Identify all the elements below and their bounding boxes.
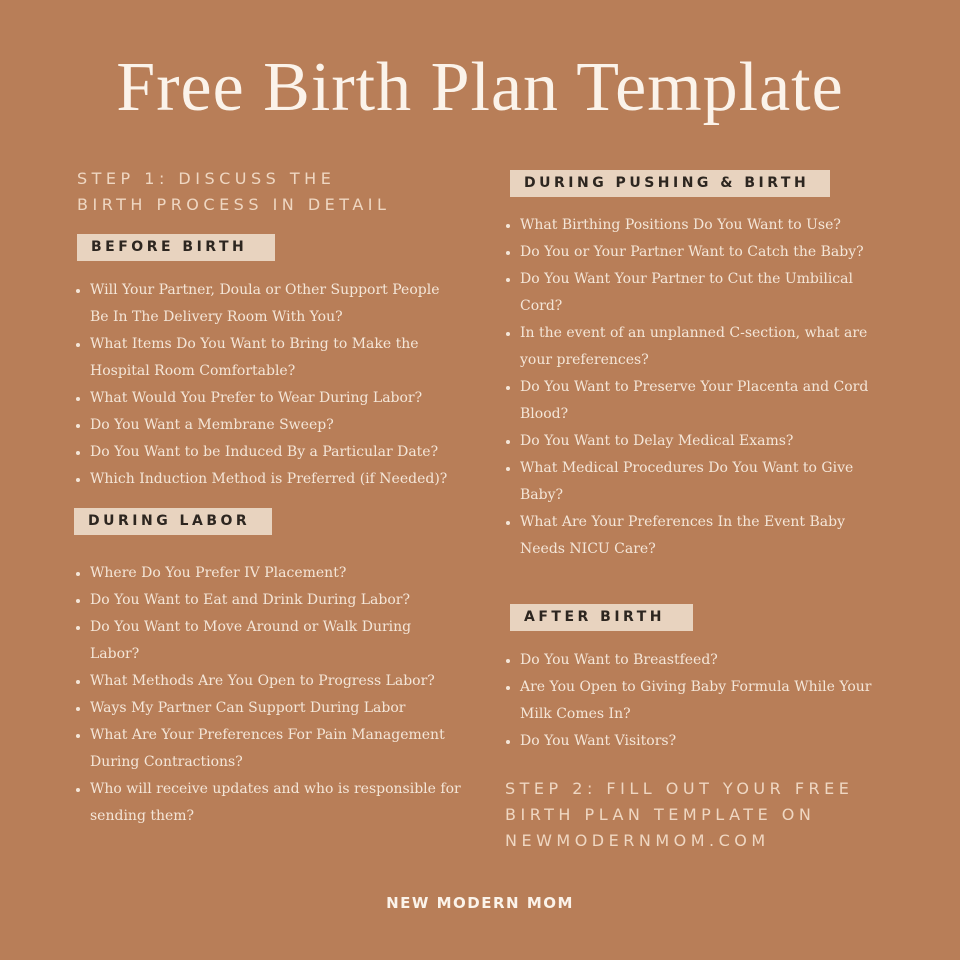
list-item: Do You Want to be Induced By a Particular Date?: [76, 439, 461, 466]
list-item: Will Your Partner, Doula or Other Support People Be In The Delivery Room With You?: [76, 277, 461, 331]
list-item: In the event of an unplanned C-section, what are your preferences?: [506, 320, 876, 374]
list-item: Do You or Your Partner Want to Catch the Baby?: [506, 239, 876, 266]
page-title: Free Birth Plan Template: [116, 49, 844, 126]
list-item: What Would You Prefer to Wear During Labor?: [76, 385, 461, 412]
during-pushing-list: [506, 212, 876, 563]
list-item: Do You Want a Membrane Sweep?: [76, 412, 461, 439]
heading-before-birth: BEFORE BIRTH: [77, 234, 275, 261]
list-item: What Medical Procedures Do You Want to Give Baby?: [506, 455, 876, 509]
list-item: Do You Want to Move Around or Walk During Labor?: [76, 614, 461, 668]
list-item: Do You Want to Preserve Your Placenta and Cord Blood?: [506, 374, 876, 428]
during-labor-list: [76, 560, 461, 830]
heading-after-birth: AFTER BIRTH: [510, 604, 693, 631]
after-birth-list: [506, 647, 891, 755]
list-item: Do You Want to Breastfeed?: [506, 647, 891, 674]
list-item: What Items Do You Want to Bring to Make the Hospital Room Comfortable?: [76, 331, 461, 385]
list-item: What Are Your Preferences In the Event Baby Needs NICU Care?: [506, 509, 876, 563]
list-item: What Methods Are You Open to Progress Labor?: [76, 668, 461, 695]
list-item: Do You Want Visitors?: [506, 728, 891, 755]
brand-footer: NEW MODERN MOM: [386, 894, 574, 912]
list-item: What Birthing Positions Do You Want to Use?: [506, 212, 876, 239]
list-item: Do You Want to Eat and Drink During Labor?: [76, 587, 461, 614]
step-1-text: STEP 1: DISCUSS THE BIRTH PROCESS IN DETAIL: [77, 169, 391, 214]
heading-during-pushing-birth: DURING PUSHING & BIRTH: [510, 170, 830, 197]
step-2-text: STEP 2: FILL OUT YOUR FREE BIRTH PLAN TEMPLATE ON NEWMODERNMOM.COM: [505, 779, 854, 850]
list-item: Who will receive updates and who is responsible for sending them?: [76, 776, 461, 830]
list-item: What Are Your Preferences For Pain Management During Contractions?: [76, 722, 461, 776]
list-item: Do You Want Your Partner to Cut the Umbilical Cord?: [506, 266, 876, 320]
list-item: Do You Want to Delay Medical Exams?: [506, 428, 876, 455]
list-item: Which Induction Method is Preferred (if Needed)?: [76, 466, 461, 493]
before-birth-list: [76, 277, 461, 493]
list-item: Where Do You Prefer IV Placement?: [76, 560, 461, 587]
list-item: Are You Open to Giving Baby Formula While Your Milk Comes In?: [506, 674, 891, 728]
list-item: Ways My Partner Can Support During Labor: [76, 695, 461, 722]
heading-during-labor: DURING LABOR: [74, 508, 272, 535]
